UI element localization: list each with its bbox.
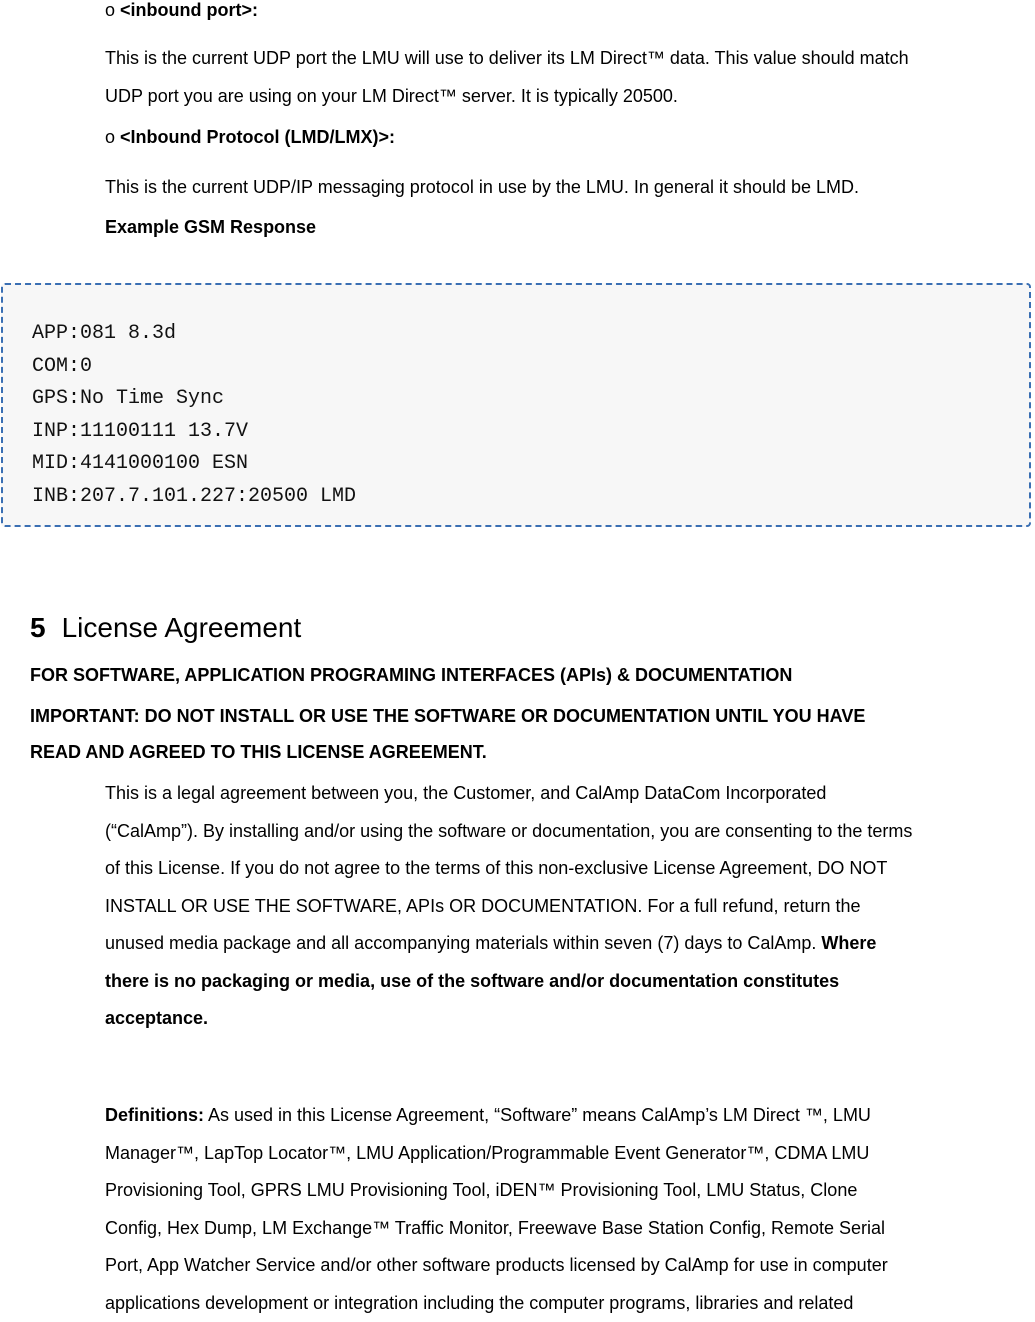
text-line: (“CalAmp”). By installing and/or using the software or documentation, you are consenting to the terms [105,813,912,851]
inbound-protocol-label: <Inbound Protocol (LMD/LMX)>: [120,127,395,147]
text-line: UDP port you are using on your LM Direct™ server. It is typically 20500. [105,78,909,116]
text-line: This is a legal agreement between you, the Customer, and CalAmp DataCom Incorporated [105,775,912,813]
text-run: unused media package and all accompanying materials within seven (7) days to CalAmp. [105,933,821,953]
code-line: INB:207.7.101.227:20500 LMD [32,481,356,514]
inbound-protocol-item [105,127,395,148]
code-line: GPS:No Time Sync [32,383,356,416]
bullet: o [105,127,115,147]
license-definitions-paragraph [105,1097,888,1322]
license-intro-paragraph [105,775,912,1038]
text-line: Port, App Watcher Service and/or other software products licensed by CalAmp for use in computer [105,1247,888,1285]
text-line: applications development or integration including the computer programs, libraries and related [105,1285,888,1322]
license-important-line: READ AND AGREED TO THIS LICENSE AGREEMENT. [30,742,487,763]
definitions-label: Definitions: [105,1105,204,1125]
code-line: APP:081 8.3d [32,318,356,351]
license-subtitle: FOR SOFTWARE, APPLICATION PROGRAMING INTERFACES (APIs) & DOCUMENTATION [30,665,792,686]
code-line: MID:4141000100 ESN [32,448,356,481]
text-line [105,925,912,963]
text-line: Provisioning Tool, GPRS LMU Provisioning Tool, iDEN™ Provisioning Tool, LMU Status, Clone [105,1172,888,1210]
text-line: Manager™, LapTop Locator™, LMU Application/Programmable Event Generator™, CDMA LMU [105,1135,888,1173]
text-line: of this License. If you do not agree to the terms of this non-exclusive License Agreement, DO NOT [105,850,912,888]
text-line: INSTALL OR USE THE SOFTWARE, APIs OR DOCUMENTATION. For a full refund, return the [105,888,912,926]
inbound-port-description [105,40,909,115]
section-heading [30,612,301,644]
code-block [1,283,1031,527]
license-important-line: IMPORTANT: DO NOT INSTALL OR USE THE SOFTWARE OR DOCUMENTATION UNTIL YOU HAVE [30,706,865,727]
text-line: acceptance. [105,1000,912,1038]
example-heading: Example GSM Response [105,217,316,238]
section-title: License Agreement [62,612,302,643]
text-line: Config, Hex Dump, LM Exchange™ Traffic Monitor, Freewave Base Station Config, Remote Serial [105,1210,888,1248]
inbound-port-item [105,0,258,21]
inbound-port-label: <inbound port>: [120,0,258,20]
code-line: COM:0 [32,351,356,384]
section-number: 5 [30,612,46,643]
text-line [105,1097,888,1135]
code-line: INP:11100111 13.7V [32,416,356,449]
code-lines [32,318,356,514]
text-line: there is no packaging or media, use of the software and/or documentation constitutes [105,963,912,1001]
inbound-protocol-description: This is the current UDP/IP messaging protocol in use by the LMU. In general it should be LMD. [105,177,859,198]
text-run-bold: Where [821,933,876,953]
text-line: This is the current UDP port the LMU will use to deliver its LM Direct™ data. This value should match [105,40,909,78]
text-run: As used in this License Agreement, “Software” means CalAmp’s LM Direct ™, LMU [204,1105,871,1125]
bullet: o [105,0,115,20]
